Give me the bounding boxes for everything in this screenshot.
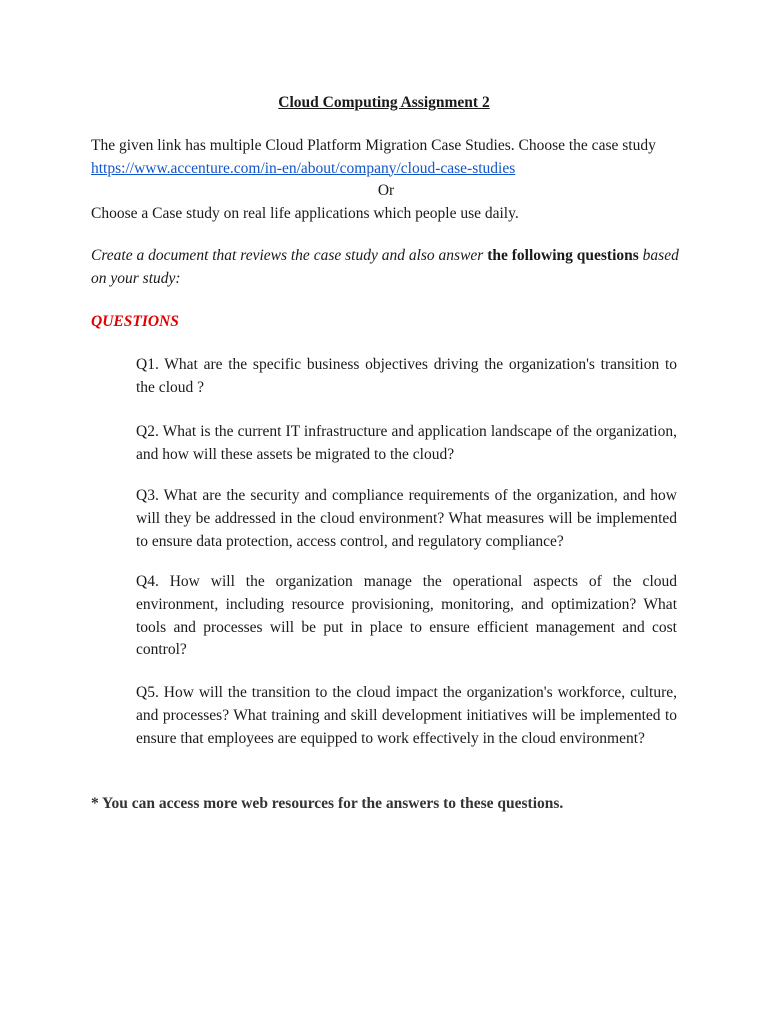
intro-paragraph xyxy=(91,135,681,225)
question-5: Q5. How will the transition to the cloud impact the organization's workforce, culture, and processes? What training and skill development initiatives will be implemented to ensure that employees are equipped to work effectively in the cloud environment? xyxy=(136,684,677,747)
case-studies-link[interactable]: https://www.accenture.com/in-en/about/company/cloud-case-studies xyxy=(91,159,516,177)
alternative-text: Choose a Case study on real life applications which people use daily. xyxy=(91,204,519,222)
or-separator: Or xyxy=(377,182,395,199)
task-suffix: based on your study: xyxy=(91,247,679,287)
task-instructions xyxy=(91,245,681,290)
task-prefix: Create a document that reviews the case study and also answer xyxy=(91,247,488,264)
question-2: Q2. What is the current IT infrastructure and application landscape of the organization, and how will these assets be migrated to the cloud? xyxy=(136,423,677,463)
question-4: Q4. How will the organization manage the operational aspects of the cloud environment, including resource provisioning, monitoring, and optimization? What tools and processes will be put in place to ensure efficient management and cost control? xyxy=(136,573,677,659)
question-3: Q3. What are the security and compliance requirements of the organization, and how will they be addressed in the cloud environment? What measures will be implemented to ensure data protection, access control, and regulatory compliance? xyxy=(136,487,677,550)
footer-note: * You can access more web resources for the answers to these questions. xyxy=(91,795,564,812)
document-title: Cloud Computing Assignment 2 xyxy=(278,94,490,111)
task-emphasis: the following questions xyxy=(487,247,639,264)
question-1: Q1. What are the specific business objectives driving the organization's transition to the cloud ? xyxy=(136,356,677,396)
intro-text: The given link has multiple Cloud Platform Migration Case Studies. Choose the case study xyxy=(91,137,656,154)
questions-heading: QUESTIONS xyxy=(91,313,179,330)
